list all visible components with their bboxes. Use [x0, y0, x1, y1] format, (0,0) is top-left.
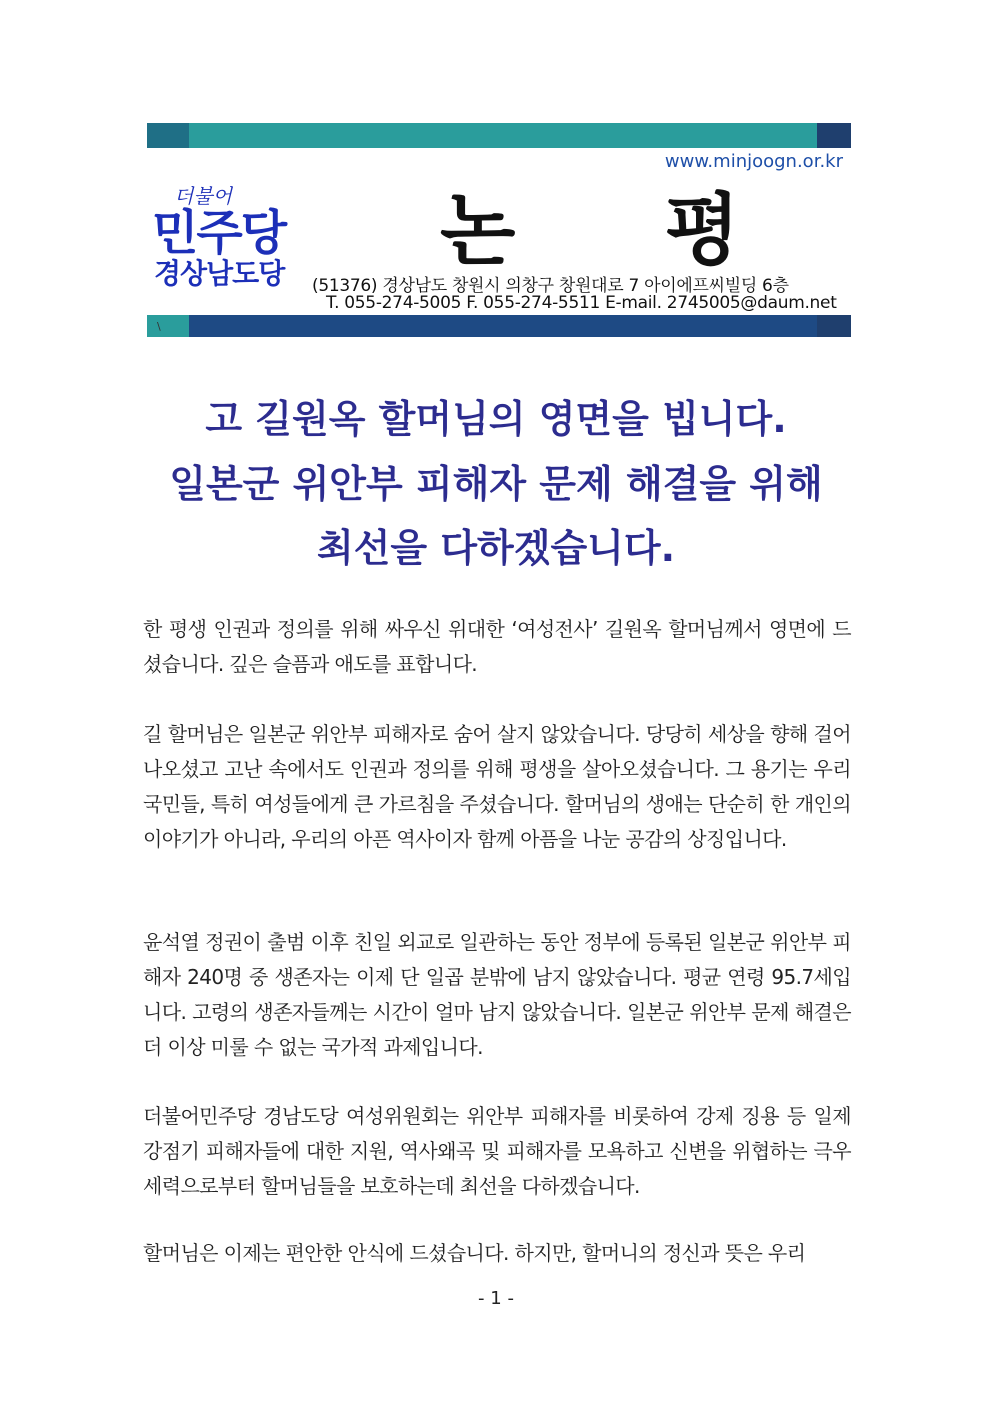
header-bottom-bar-left: [147, 315, 189, 337]
stray-mark: \: [157, 320, 161, 333]
party-logo: [150, 180, 310, 290]
header-bottom-bar-middle: [189, 315, 817, 337]
body-paragraph: 길 할머님은 일본군 위안부 피해자로 숨어 살지 않았습니다. 당당히 세상을 향해 걸어 나오셨고 고난 속에서도 인권과 정의를 위해 평생을 살아오셨습니다. 그 용기는 우리 국민들, 특히 여성들에게 큰 가르침을 주셨습니다. 할머님의 생애는 단순히 한 개인의 이야기가 아니라, 우리의 아픈 역사이자 함께 아픔을 나눈 공감의 상징입니다.: [143, 722, 851, 851]
doc-type-char-2: 평: [664, 186, 740, 276]
body-paragraph: 더불어민주당 경남도당 여성위원회는 위안부 피해자를 비롯하여 강제 징용 등 일제 강점기 피해자들에 대한 지원, 역사왜곡 및 피해자를 모욕하고 신변을 위협하는 극우 세력으로부터 할머님들을 보호하는데 최선을 다하겠습니다.: [143, 1104, 851, 1198]
body-paragraph: 한 평생 인권과 정의를 위해 싸우신 위대한 ‘여성전사’ 길원옥 할머님께서 영면에 드셨습니다. 깊은 슬픔과 애도를 표합니다.: [143, 617, 851, 676]
logo-small-text: 더불어: [174, 184, 232, 208]
body-paragraph: 할머님은 이제는 편안한 안식에 드셨습니다. 하지만, 할머니의 정신과 뜻은 우리: [143, 1241, 806, 1265]
logo-party-name: 민주당: [152, 205, 286, 261]
header-top-bar: [147, 123, 851, 148]
header-bottom-bar: [147, 315, 851, 337]
office-address: (51376) 경상남도 창원시 의창구 창원대로 7 아이에프씨빌딩 6층: [312, 276, 789, 296]
body-paragraph: 윤석열 정권이 출범 이후 친일 외교로 일관하는 동안 정부에 등록된 일본군 위안부 피해자 240명 중 생존자는 이제 단 일곱 분밖에 남지 않았습니다. 평균 연령 95.7세입니다. 고령의 생존자들께는 시간이 얼마 남지 않았습니다. 일본군 위안부 문제 해결은 더 이상 미룰 수 없는 국가적 과제입니다.: [143, 930, 851, 1059]
header-bar-left-cap: [147, 123, 189, 148]
header-bottom-bar-right: [817, 315, 851, 337]
headline-line-2: 일본군 위안부 피해자 문제 해결을 위해: [169, 462, 823, 506]
website-url[interactable]: www.minjoogn.or.kr: [664, 151, 843, 172]
document-type-title: [440, 168, 740, 276]
logo-region-name: 경상남도당: [154, 257, 285, 290]
office-contact: T. 055-274-5005 F. 055-274-5511 E-mail. 2745005@daum.net: [326, 293, 837, 313]
headline-line-3: 최선을 다하겠습니다.: [316, 526, 676, 570]
doc-type-char-1: 논: [440, 186, 516, 276]
headline-line-1: 고 길원옥 할머님의 영면을 빕니다.: [205, 397, 787, 441]
page-number: - 1 -: [478, 1288, 514, 1309]
header-bar-right-cap: [817, 123, 851, 148]
